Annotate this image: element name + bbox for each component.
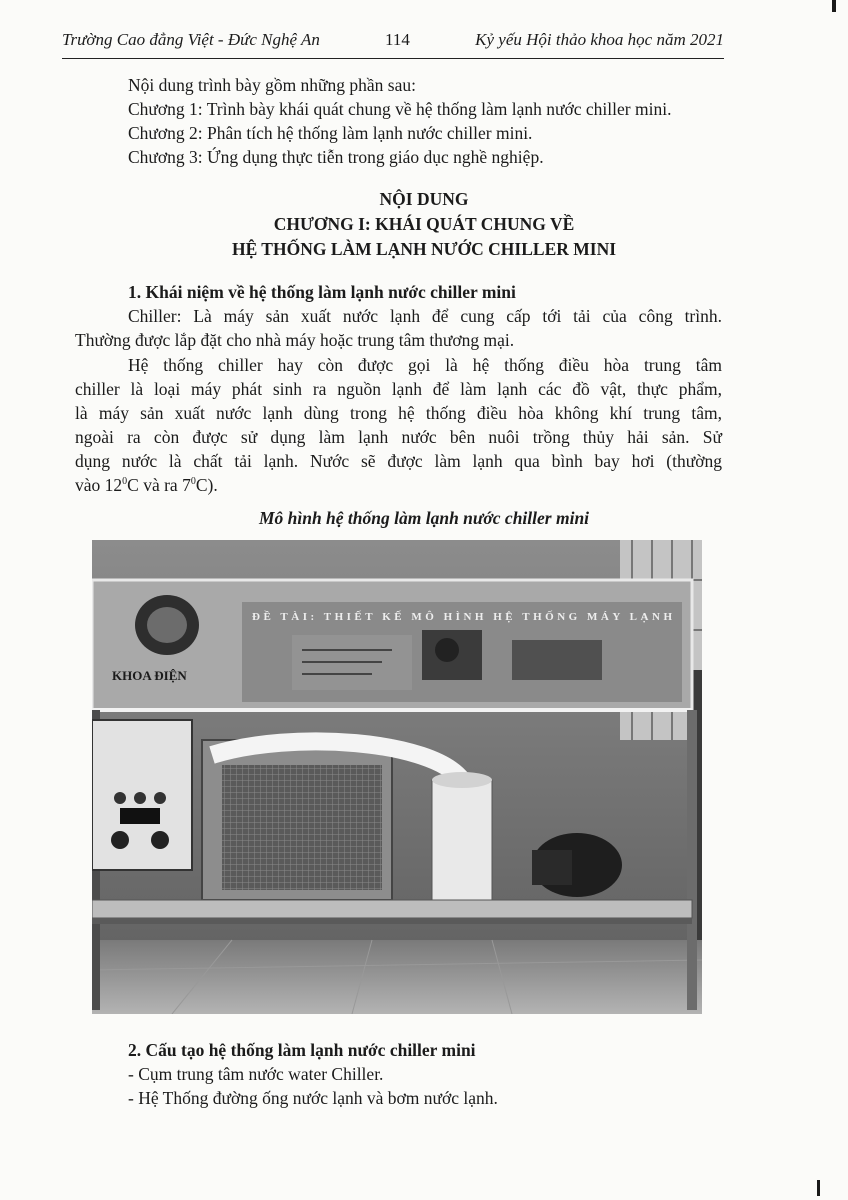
intro-line-4: Chương 3: Ứng dụng thực tiễn trong giáo dục nghề nghiệp. [128, 147, 544, 167]
temperature-display [120, 808, 160, 824]
header-proceedings: Kỷ yếu Hội thảo khoa học năm 2021 [475, 30, 724, 49]
section-2-item-1: - Cụm trung tâm nước water Chiller. [128, 1064, 384, 1084]
section-1-para-2-line-6 [75, 474, 218, 496]
header-institution: Trường Cao đẳng Việt - Đức Nghệ An [62, 30, 320, 49]
running-header [62, 28, 724, 54]
page-number: 114 [385, 30, 410, 49]
bottom-shelf [92, 900, 692, 918]
section-1-para-1-line-1: Chiller: Là máy sản xuất nước lạnh để cung cấp tới tải của công trình. [128, 306, 722, 326]
temp-in-text: vào 12 [75, 475, 123, 495]
section-2-item-2: - Hệ Thống đường ống nước lạnh và bơm nước lạnh. [128, 1088, 498, 1108]
section-1-para-2-line-3: là máy sản xuất nước lạnh dùng trong hệ thống điều hòa không khí trung tâm, [75, 403, 722, 423]
floor [92, 940, 702, 1014]
intro-line-3: Chương 2: Phân tích hệ thống làm lạnh nước chiller mini. [128, 123, 533, 143]
chapter-heading-2: CHƯƠNG I: KHÁI QUÁT CHUNG VỀ [273, 214, 575, 234]
header-rule [62, 58, 724, 59]
temp-out-text: C và ra 7 [127, 475, 191, 495]
model-sign-text: ĐỀ TÀI: THIẾT KẾ MÔ HÌNH HỆ THỐNG MÁY LẠNH [252, 611, 672, 623]
figure-caption: Mô hình hệ thống làm lạnh nước chiller mini [258, 508, 590, 528]
intro-line-2: Chương 1: Trình bày khái quát chung về hệ thống làm lạnh nước chiller mini. [128, 99, 672, 119]
temp-end-text: C). [195, 475, 218, 495]
section-1-para-2-line-4: ngoài ra còn được sử dụng làm lạnh nước bên nuôi trồng thủy hải sản. Sử [75, 427, 722, 447]
section-2-title: 2. Cấu tạo hệ thống làm lạnh nước chiller mini [128, 1040, 476, 1060]
section-1-para-2-line-2: chiller là loại máy phát sinh ra nguồn lạnh để làm lạnh các đồ vật, thực phẩm, [75, 379, 722, 399]
section-1-title: 1. Khái niệm về hệ thống làm lạnh nước chiller mini [128, 282, 516, 302]
scan-mark-top [832, 0, 836, 12]
chapter-heading-1: NỘI DUNG [379, 189, 469, 209]
chapter-heading-3: HỆ THỐNG LÀM LẠNH NƯỚC CHILLER MINI [231, 239, 617, 259]
section-1-para-1-line-2: Thường được lắp đặt cho nhà máy hoặc trung tâm thương mại. [75, 330, 515, 350]
chiller-model-photo [92, 540, 702, 1014]
section-1-para-2-line-5: dụng nước là chất tải lạnh. Nước sẽ được làm lạnh qua bình bay hơi (thường [75, 451, 722, 471]
intro-line-1: Nội dung trình bày gồm những phần sau: [128, 75, 416, 95]
degree-superscript-2: 0 [190, 476, 196, 487]
logo-text: KHOA ĐIỆN [112, 668, 187, 683]
section-1-para-2-line-1: Hệ thống chiller hay còn được gọi là hệ thống điều hòa trung tâm [128, 355, 722, 375]
water-tank [432, 780, 492, 900]
degree-superscript-1: 0 [122, 476, 128, 487]
scan-mark-bottom [817, 1180, 820, 1196]
